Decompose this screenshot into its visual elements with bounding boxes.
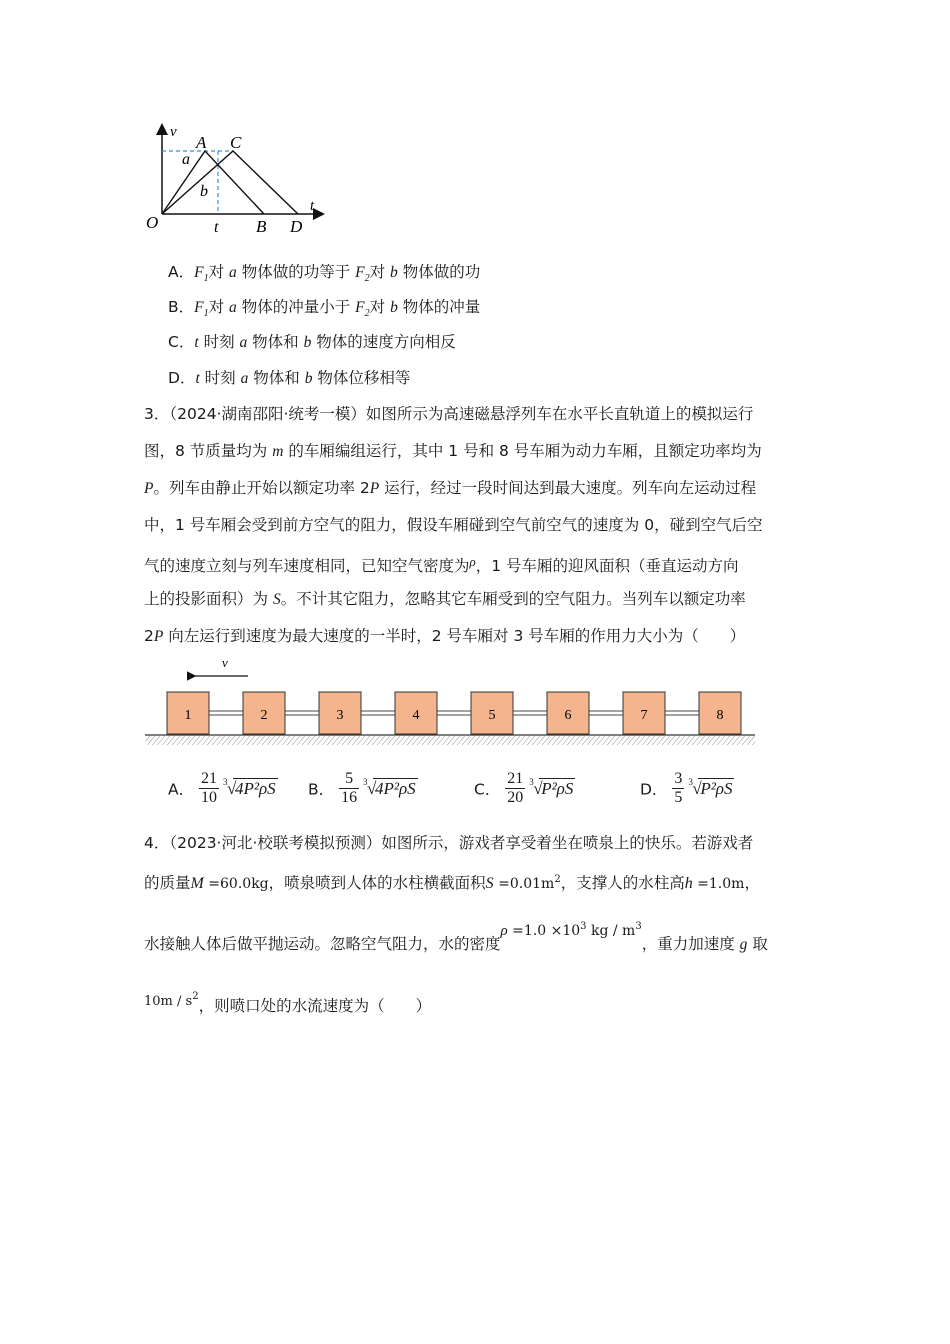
q3-option-b: B． $\frac{5}{16}$ 3 √ 4P²ρS — [308, 770, 416, 806]
q3-line-4: 中，1 号车厢会受到前方空气的阻力，假设车厢碰到空气前空气的速度为 0，碰到空气后空 — [144, 516, 763, 534]
label-a: a — [182, 151, 190, 168]
q3-option-c: C． $\frac{21}{20}$ 3 √ P²ρS — [474, 770, 574, 806]
q3-line-5: 气的速度立刻与列车速度相同，已知空气密度为$^\rho$，1 号车厢的迎风面积（垂直运动方向 — [144, 554, 739, 575]
q3-line-1: 3．（2024·湖南邵阳·统考一模）如图所示为高速磁悬浮列车在水平长直轨道上的模拟运行 — [144, 405, 754, 423]
label-b: b — [200, 183, 208, 200]
car-coupler — [513, 711, 547, 715]
q4-line-4: $10m / s^2$，则喷口处的水流速度为（ ） — [144, 991, 432, 1016]
label-B: B — [256, 217, 267, 236]
car-coupler — [589, 711, 623, 715]
train-car-label: 3 — [336, 708, 344, 723]
label-O: O — [146, 213, 159, 232]
ground-hatch — [145, 736, 755, 745]
q3-option-a: A． $\frac{21}{10}$ 3 √ 4P²ρS — [168, 770, 276, 806]
vt-graph — [140, 118, 330, 240]
q2-option-b: B．$F_1$对 a 物体的冲量小于 $F_2$对 b 物体的冲量 — [168, 298, 481, 320]
train-figure — [140, 652, 760, 752]
q3-line-7: 2P 向左运行到速度为最大速度的一半时，2 号车厢对 3 号车厢的作用力大小为（ ） — [144, 627, 746, 645]
car-coupler — [209, 711, 243, 715]
velocity-label: v — [222, 655, 228, 670]
q2-option-a: A．$F_1$对 a 物体做的功等于 $F_2$对 b 物体做的功 — [168, 263, 481, 285]
q3-line-6: 上的投影面积）为 S。不计其它阻力，忽略其它车厢受到的空气阻力。当列车以额定功率 — [144, 590, 746, 608]
train-car-label: 7 — [640, 708, 648, 723]
car-coupler — [665, 711, 699, 715]
label-v: v — [170, 124, 177, 140]
train-car-label: 2 — [260, 708, 268, 723]
train-car-label: 1 — [184, 708, 192, 723]
label-A: A — [196, 133, 207, 152]
q3-line-3: P。列车由静止开始以额定功率 2P 运行，经过一段时间达到最大速度。列车向左运动过程 — [144, 479, 757, 497]
q2-option-c: C．t 时刻 a 物体和 b 物体的速度方向相反 — [168, 333, 456, 351]
label-C: C — [230, 133, 242, 152]
q3-line-2: 图，8 节质量均为 m 的车厢编组运行，其中 1 号和 8 号车厢为动力车厢，且额定功率均为 — [144, 442, 762, 460]
train-car-label: 4 — [412, 708, 420, 723]
q2-option-d: D．t 时刻 a 物体和 b 物体位移相等 — [168, 369, 411, 387]
label-D: D — [290, 217, 303, 236]
q4-line-2: 的质量M =60.0kg，喷泉喷到人体的水柱横截面积$S =0.01m^2$，支撑人的水柱高h =1.0m， — [144, 874, 760, 893]
train-car-label: 5 — [488, 708, 496, 723]
train-car-label: 8 — [716, 708, 724, 723]
car-coupler — [361, 711, 395, 715]
label-t: t — [214, 219, 219, 236]
q4-line-1: 4．（2023·河北·校联考模拟预测）如图所示，游戏者享受着坐在喷泉上的快乐。若游戏者 — [144, 834, 754, 852]
q4-line-3: 水接触人体后做平抛运动。忽略空气阻力，水的密度$\rho =1.0 \times 10^3$ kg / $m^3$，重力加速度 g 取 — [144, 921, 768, 954]
car-coupler — [437, 711, 471, 715]
line-a — [162, 151, 264, 214]
q3-option-d: D． $\frac{3}{5}$ 3 √ P²ρS — [640, 770, 733, 806]
label-t-axis: t — [310, 198, 315, 214]
car-coupler — [285, 711, 319, 715]
train-car-label: 6 — [564, 708, 572, 723]
